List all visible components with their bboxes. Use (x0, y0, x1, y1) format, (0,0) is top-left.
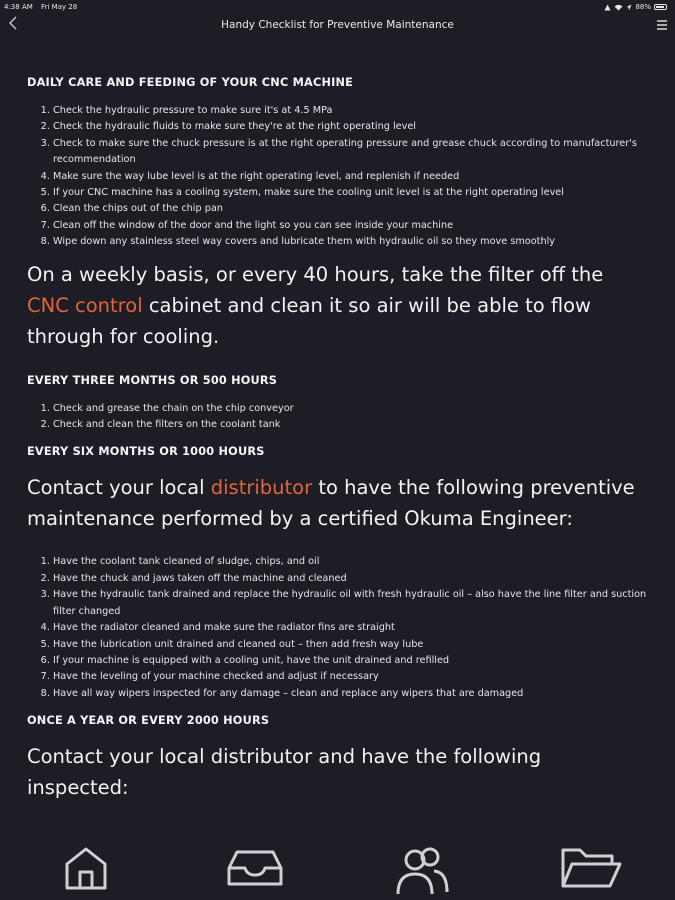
status-bar (0, 0, 675, 14)
menu-icon-bar (657, 24, 667, 26)
section-heading-daily: DAILY CARE AND FEEDING OF YOUR CNC MACHINE (27, 76, 354, 89)
six-month-checklist (27, 554, 647, 702)
list-item: 8. Wipe down any stainless steel way covers and lubricate them with hydraulic oil so they move smoothly (53, 234, 647, 250)
weekly-text-end: cabinet and clean it so air will be able to flow through for cooling. (27, 293, 592, 348)
menu-icon-bar (657, 20, 667, 22)
section-heading-three-months: EVERY THREE MONTHS OR 500 HOURS (27, 373, 278, 387)
section-heading-six-months: EVERY SIX MONTHS OR 1000 HOURS (27, 445, 265, 459)
list-item: 1. Check the hydraulic pressure to make sure it's at 4.5 MPa (53, 103, 647, 119)
list-item: 2. Check and clean the filters on the coolant tank (53, 417, 647, 433)
battery-percent: 88% (635, 3, 651, 11)
wifi-icon (614, 4, 623, 11)
bottom-nav (0, 836, 675, 900)
list-item: 3. Check to make sure the chuck pressure is at the right operating pressure and grease chuck according to manufacturer's recommendation (53, 136, 647, 169)
menu-button[interactable] (657, 20, 667, 30)
six-month-text-start: Contact your local (27, 476, 211, 500)
list-item: 1. Check and grease the chain on the chip conveyor (53, 401, 647, 417)
nav-folder[interactable] (560, 844, 620, 900)
list-item: 3. Have the hydraulic tank drained and replace the hydraulic oil with fresh hydraulic oil – also have the line filter and suction filter changed (53, 587, 647, 620)
list-item: 2. Have the chuck and jaws taken off the machine and cleaned (53, 571, 647, 587)
list-item: 6. Clean the chips out of the chip pan (53, 201, 647, 217)
menu-icon-bar (657, 28, 667, 30)
weekly-paragraph (27, 259, 647, 352)
nav-home[interactable] (56, 844, 116, 900)
page-title: Handy Checklist for Preventive Maintenance (221, 19, 454, 31)
section-heading-yearly: ONCE A YEAR OR EVERY 2000 HOURS (27, 714, 270, 728)
list-item: 6. If your machine is equipped with a cooling unit, have the unit drained and refilled (53, 653, 647, 669)
nav-users[interactable] (392, 844, 452, 900)
six-month-text-end: to have the following preventive maintenance performed by a certified Okuma Engineer: (27, 476, 635, 531)
list-item: 4. Make sure the way lube level is at the right operating level, and replenish if needed (53, 169, 647, 185)
list-item: 7. Clean off the window of the door and the light so you can see inside your machine (53, 218, 647, 234)
list-item: 1. Have the coolant tank cleaned of sludge, chips, and oil (53, 554, 647, 570)
nav-inbox[interactable] (225, 844, 285, 900)
header-bar (0, 14, 675, 40)
status-left (4, 3, 83, 11)
daily-checklist (27, 103, 647, 251)
weekly-text-start: On a weekly basis, or every 40 hours, take the filter off the (27, 262, 604, 286)
list-item: 4. Have the radiator cleaned and make sure the radiator fins are straight (53, 620, 647, 636)
folder-icon (560, 844, 622, 892)
battery-icon (654, 4, 667, 10)
cnc-control-link[interactable]: CNC control (27, 293, 143, 317)
list-item: 2. Check the hydraulic fluids to make sure they're at the right operating level (53, 119, 647, 135)
list-item: 7. Have the leveling of your machine checked and adjust if necessary (53, 669, 647, 685)
three-month-checklist (27, 401, 647, 434)
list-item: 8. Have all way wipers inspected for any damage – clean and replace any wipers that are damaged (53, 686, 647, 702)
status-right (604, 3, 667, 11)
cellular-icon (604, 4, 611, 11)
list-item: 5. Have the lubrication unit drained and cleaned out – then add fresh way lube (53, 637, 647, 653)
list-item: 5. If your CNC machine has a cooling system, make sure the cooling unit level is at the right operating level (53, 185, 647, 201)
status-time: 4:38 AM (4, 3, 33, 11)
status-date: Fri May 28 (41, 3, 78, 11)
distributor-link[interactable]: distributor (210, 476, 313, 500)
inbox-icon (225, 844, 285, 892)
article-content (27, 76, 647, 803)
users-icon (392, 844, 452, 896)
six-month-paragraph (27, 472, 647, 534)
location-icon (626, 4, 632, 11)
yearly-paragraph: Contact your local distributor and have the following inspected: (27, 745, 542, 800)
home-icon (62, 844, 110, 892)
